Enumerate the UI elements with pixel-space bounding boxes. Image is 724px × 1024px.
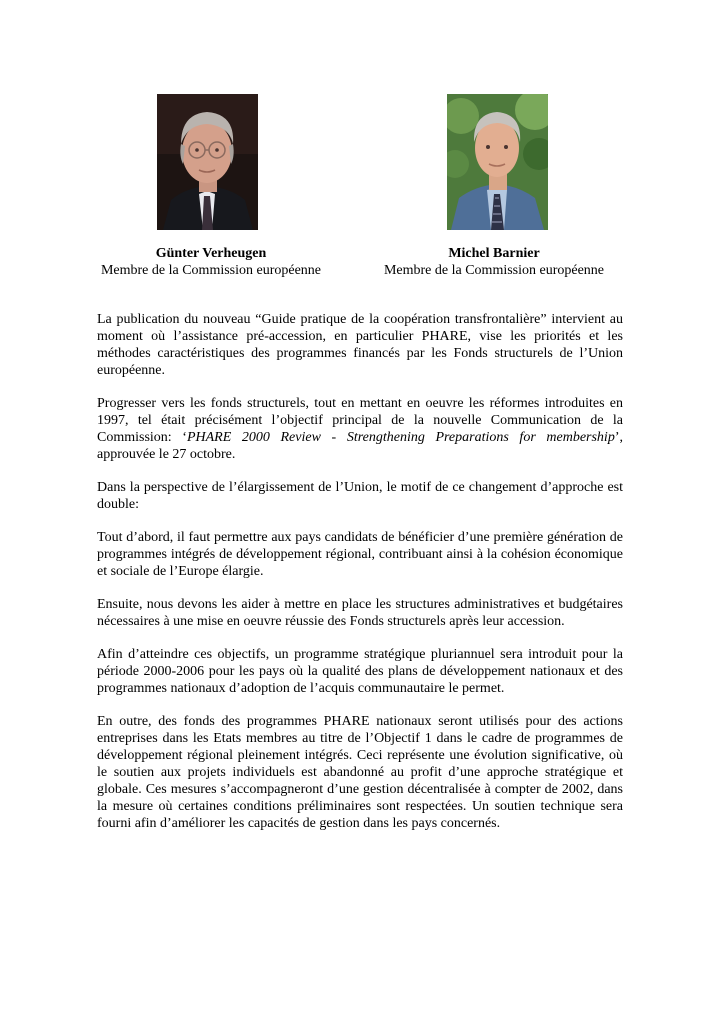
paragraph-4: Tout d’abord, il faut permettre aux pays candidats de bénéficier d’une première génération de programmes intégrés de développement régional, contribuant ainsi à la cohésion économique et sociale de l’Europe élargie. bbox=[97, 530, 623, 579]
person-name: Michel Barnier bbox=[448, 246, 540, 261]
paragraph-1: La publication du nouveau “Guide pratique de la coopération transfrontalière” intervient au moment où l’assistance pré-accession, en particulier PHARE, vise les priorités et les méthodes caractéristiques des programmes financés par les Fonds structurels de l’Union européenne. bbox=[97, 312, 623, 378]
paragraph-2-title: PHARE 2000 Review - Strengthening Preparations for membership bbox=[186, 430, 615, 445]
paragraph-5: Ensuite, nous devons les aider à mettre en place les structures administratives et budgétaires nécessaires à une mise en oeuvre réussie des Fonds structurels après leur accession. bbox=[97, 597, 623, 629]
caption-verheugen bbox=[80, 245, 342, 279]
paragraph-3: Dans la perspective de l’élargissement de l’Union, le motif de ce changement d’approche est double: bbox=[97, 480, 623, 512]
person-role: Membre de la Commission européenne bbox=[100, 263, 322, 278]
paragraph-2-start: Progresser vers les fonds structurels, tout en mettant en oeuvre les réformes introduites en 1997, tel était précisément l’objectif principal de la nouvelle Communication de la Commission: ‘ bbox=[97, 396, 623, 445]
paragraph-2-end: ’, approuvée le 27 octobre. bbox=[97, 430, 623, 462]
paragraph-6: Afin d’atteindre ces objectifs, un programme stratégique pluriannuel sera introduit pour la période 2000-2006 pour les pays où la qualité des plans de développement nationaux et des programmes nationaux d’adoption de l’acquis communautaire le permet. bbox=[97, 647, 623, 696]
person-name: Günter Verheugen bbox=[155, 246, 267, 261]
portrait-photo-verheugen bbox=[157, 94, 258, 230]
paragraph-7: En outre, des fonds des programmes PHARE nationaux seront utilisés pour des actions entreprises dans les Etats membres au titre de l’Objectif 1 dans le cadre de programmes de développement régional pleinement intégrés. Ceci représente une évolution significative, où le soutien aux projets individuels est abandonné au profit d’une approche stratégique et globale. Ces mesures s’accompagneront d’une gestion décentralisée à compter de 2002, dans la mesure où certaines conditions préliminaires sont respectées. Un soutien technique sera fourni afin d’améliorer les capacités de gestion dans les pays concernés. bbox=[97, 714, 623, 831]
body-text bbox=[97, 311, 623, 848]
caption-barnier bbox=[344, 245, 644, 279]
portrait-photo-barnier bbox=[447, 94, 548, 230]
person-role: Membre de la Commission européenne bbox=[383, 263, 605, 278]
paragraph-2 bbox=[97, 395, 623, 463]
